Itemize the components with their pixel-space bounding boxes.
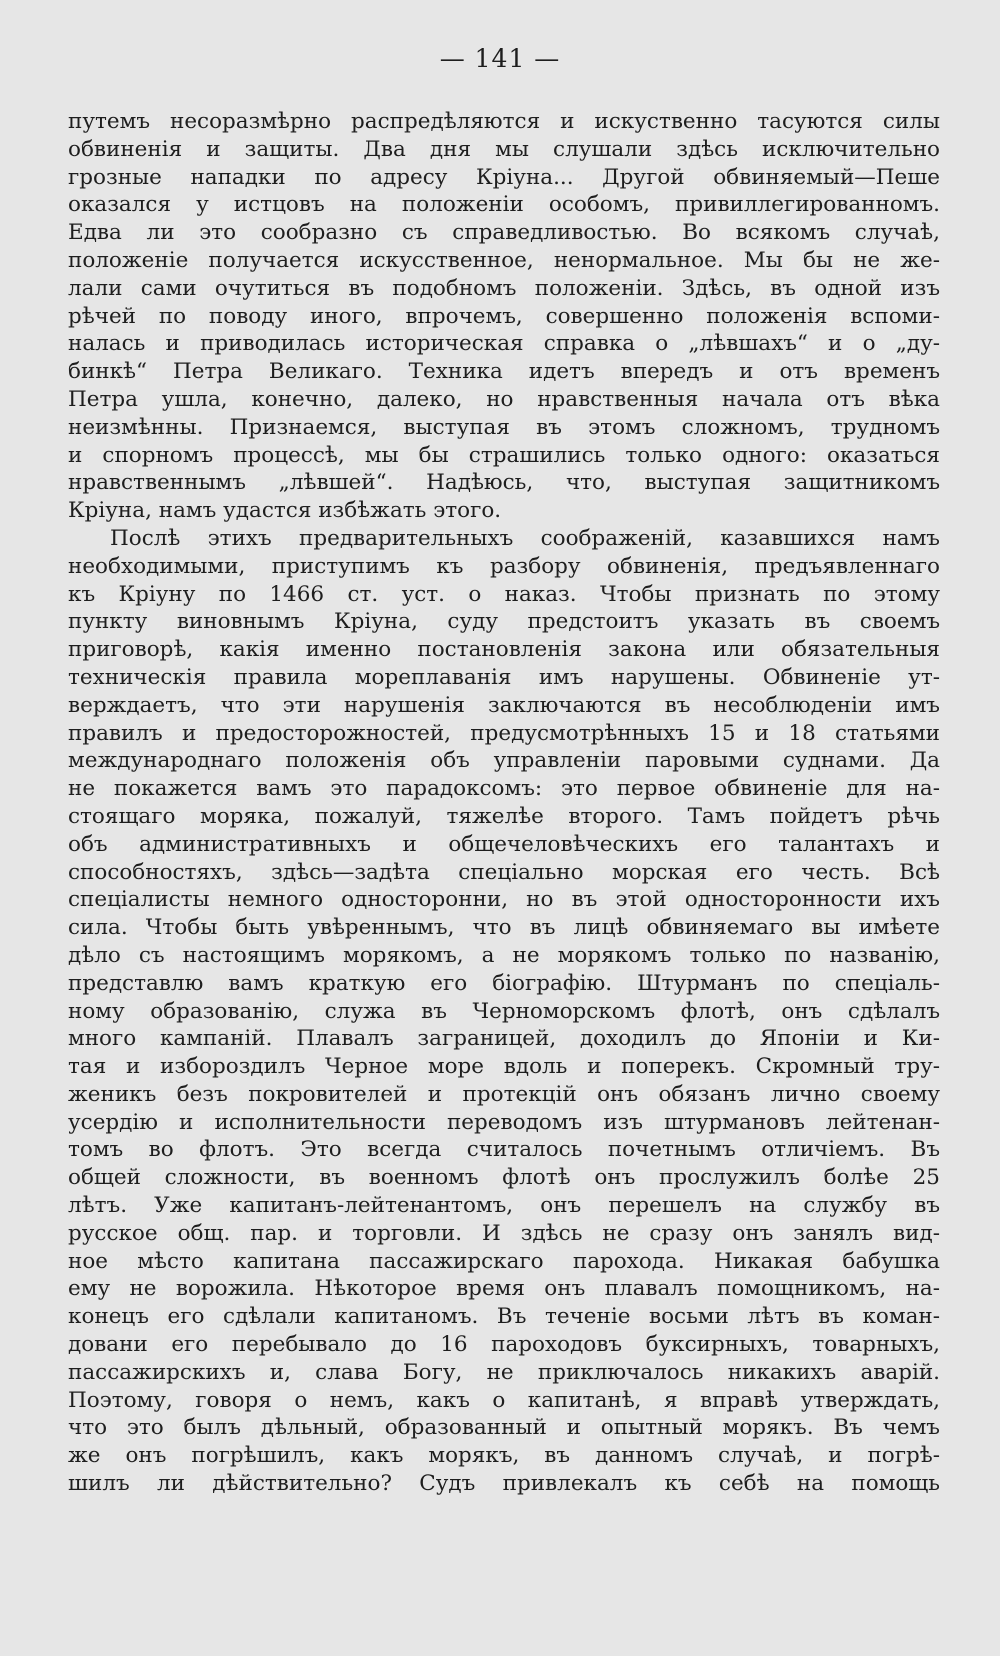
- text-line: пассажирскихъ и, слава Богу, не приключалось никакихъ аварій.: [68, 1359, 940, 1385]
- text-line: же онъ погрѣшилъ, какъ морякъ, въ данномъ случаѣ, и погрѣ-: [68, 1443, 940, 1469]
- text-line: техническія правила мореплаванія имъ нарушены. Обвиненіе ут-: [68, 664, 940, 690]
- text-line: необходимыми, приступимъ къ разбору обвиненія, предъявленнаго: [68, 553, 940, 579]
- text-line: объ административныхъ и общечеловѣческихъ его талантахъ и: [68, 831, 940, 857]
- text-line: лали сами очутиться въ подобномъ положеніи. Здѣсь, въ одной изъ: [68, 275, 940, 301]
- text-line: неизмѣнны. Признаемся, выступая въ этомъ сложномъ, трудномъ: [68, 414, 940, 440]
- text-line: конецъ его сдѣлали капитаномъ. Въ теченіе восьми лѣтъ въ коман-: [68, 1304, 940, 1330]
- text-line: лѣтъ. Уже капитанъ-лейтенантомъ, онъ перешелъ на службу въ: [68, 1193, 940, 1219]
- body-text: [68, 108, 940, 1498]
- text-line: нравственнымъ „лѣвшей“. Надѣюсь, что, выступая защитникомъ: [68, 470, 940, 496]
- text-line: много кампаній. Плавалъ заграницей, доходилъ до Японіи и Ки-: [68, 1026, 940, 1052]
- text-line: способностяхъ, здѣсь—задѣта спеціально морская его честь. Всѣ: [68, 859, 940, 885]
- text-line: русское общ. пар. и торговли. И здѣсь не сразу онъ занялъ вид-: [68, 1220, 940, 1246]
- text-line: путемъ несоразмѣрно распредѣляются и искуственно тасуются силы: [68, 109, 940, 134]
- text-line: женикъ безъ покровителей и протекцій онъ обязанъ лично своему: [68, 1081, 940, 1107]
- text-line: усердію и исполнительности переводомъ изъ штурмановъ лейтенан-: [68, 1109, 940, 1135]
- paragraph-last-line: Кріуна, намъ удастся избѣжать этого.: [68, 498, 502, 524]
- text-line: Поэтому, говоря о немъ, какъ о капитанѣ, я вправѣ утверждать,: [68, 1387, 940, 1413]
- text-line: налась и приводилась историческая справка о „лѣвшахъ“ и о „ду-: [68, 331, 940, 357]
- text-line: ему не ворожила. Нѣкоторое время онъ плавалъ помощникомъ, на-: [68, 1276, 940, 1302]
- text-line: положеніе получается искусственное, ненормальное. Мы бы не же-: [68, 247, 940, 273]
- text-line: оказался у истцовъ на положеніи особомъ, привиллегированномъ.: [68, 192, 940, 218]
- text-line: рѣчей по поводу иного, впрочемъ, совершенно положенія вспоми-: [68, 303, 940, 329]
- text-line: сила. Чтобы быть увѣреннымъ, что въ лицѣ обвиняемаго вы имѣете: [68, 915, 940, 941]
- text-line: Едва ли это сообразно съ справедливостью. Во всякомъ случаѣ,: [68, 220, 940, 246]
- page-number: — 141 —: [439, 44, 561, 73]
- text-line: тая и избороздилъ Черное море вдоль и поперекъ. Скромный тру-: [68, 1054, 940, 1080]
- paragraph-first-line: Послѣ этихъ предварительныхъ соображеній, казавшихся намъ: [110, 525, 940, 551]
- text-line: шилъ ли дѣйствительно? Судъ привлекалъ къ себѣ на помощь: [68, 1471, 940, 1497]
- text-line: обвиненія и защиты. Два дня мы слушали здѣсь исключительно: [68, 136, 940, 162]
- text-line: представлю вамъ краткую его біографію. Штурманъ по спеціаль-: [68, 970, 940, 996]
- text-line: верждаетъ, что эти нарушенія заключаются въ несоблюденіи имъ: [68, 692, 940, 718]
- text-line: что это былъ дѣльный, образованный и опытный морякъ. Въ чемъ: [68, 1415, 940, 1441]
- text-line: довани его перебывало до 16 пароходовъ буксирныхъ, товарныхъ,: [68, 1332, 940, 1358]
- text-line: грозные нападки по адресу Кріуна... Другой обвиняемый—Пеше: [68, 164, 940, 190]
- text-line: и спорномъ процессѣ, мы бы страшились только одного: оказаться: [68, 442, 940, 468]
- text-line: не покажется вамъ это парадоксомъ: это первое обвиненіе для на-: [68, 776, 940, 802]
- text-line: ное мѣсто капитана пассажирскаго парохода. Никакая бабушка: [68, 1248, 940, 1274]
- text-line: Петра ушла, конечно, далеко, но нравственныя начала отъ вѣка: [68, 386, 940, 412]
- text-line: бинкѣ“ Петра Великаго. Техника идетъ впередъ и отъ временъ: [68, 359, 940, 385]
- text-line: дѣло съ настоящимъ морякомъ, а не морякомъ только по названію,: [68, 942, 940, 968]
- text-line: приговорѣ, какія именно постановленія закона или обязательныя: [68, 637, 940, 663]
- text-line: международнаго положенія объ управленіи паровыми суднами. Да: [68, 748, 940, 774]
- text-line: ному образованію, служа въ Черноморскомъ флотѣ, онъ сдѣлалъ: [68, 998, 940, 1024]
- text-line: стоящаго моряка, пожалуй, тяжелѣе второго. Тамъ пойдетъ рѣчь: [68, 803, 940, 829]
- text-line: пункту виновнымъ Кріуна, суду предстоитъ указать въ своемъ: [68, 609, 940, 635]
- text-line: томъ во флотъ. Это всегда считалось почетнымъ отличіемъ. Въ: [68, 1137, 940, 1163]
- text-line: къ Кріуну по 1466 ст. уст. о наказ. Чтобы признать по этому: [68, 581, 940, 607]
- text-line: спеціалисты немного односторонни, но въ этой односторонности ихъ: [68, 887, 940, 913]
- text-line: общей сложности, въ военномъ флотѣ онъ прослужилъ болѣе 25: [68, 1165, 940, 1191]
- text-line: правилъ и предосторожностей, предусмотрѣнныхъ 15 и 18 статьями: [68, 720, 940, 746]
